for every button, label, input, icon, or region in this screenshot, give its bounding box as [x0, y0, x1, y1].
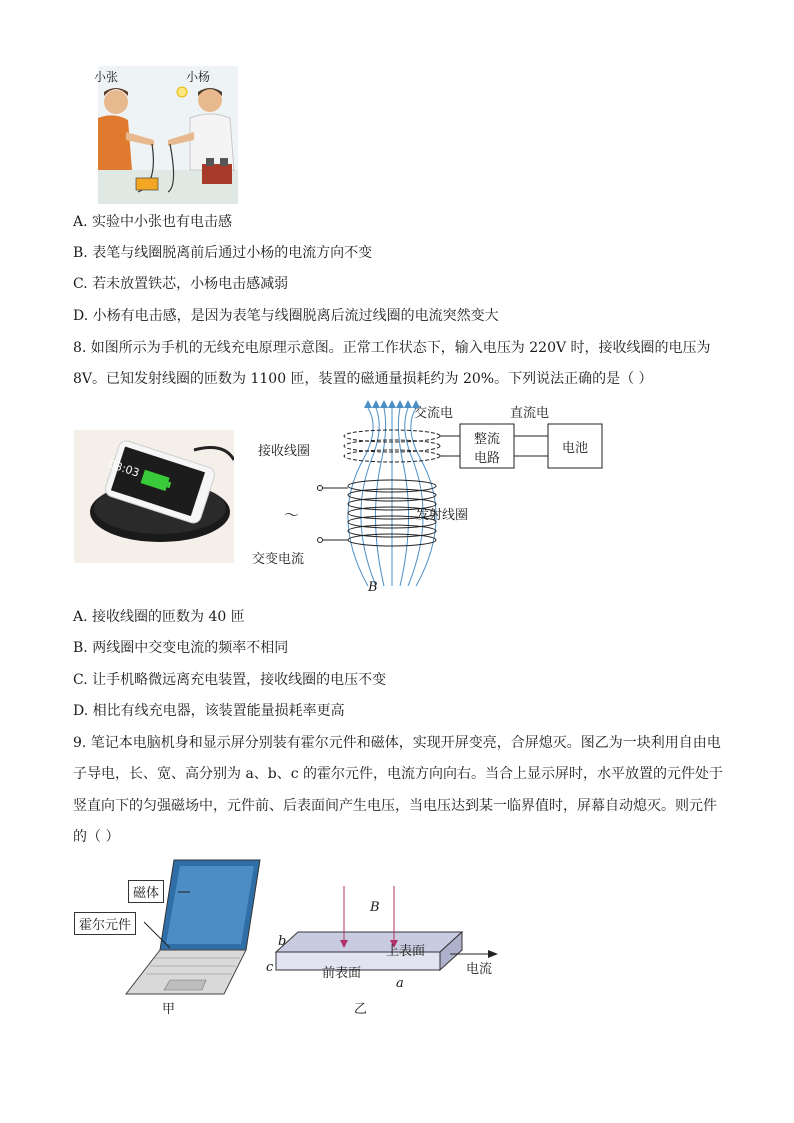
coil-diagram-svg [250, 398, 610, 598]
hall-element-box [74, 912, 136, 935]
label-front-surface: 前表面 [322, 966, 362, 981]
label-dc: 直流电 [510, 406, 550, 421]
phone-time: 03:03 [106, 457, 141, 480]
label-top-surface: 上表面 [386, 944, 426, 959]
q9-hall-figure [262, 882, 512, 1022]
label-transmit-coil: 发射线圈 [416, 508, 469, 523]
q9-stem-line4: 的（ ） [73, 829, 120, 845]
q8-option-a: A. 接收线圈的匝数为 40 匝 [73, 609, 245, 625]
label-dim-a: a [396, 976, 404, 991]
q9-laptop-figure [74, 852, 274, 1022]
label-current: 电流 [466, 962, 493, 977]
label-tilde: ～ [284, 506, 300, 524]
label-yi: 乙 [354, 1002, 368, 1017]
label-rectifier-1: 整流 [474, 432, 501, 447]
label-xiao-yang: 小杨 [186, 70, 211, 84]
q8-option-c: C. 让手机略微远离充电装置，接收线圈的电压不变 [73, 672, 387, 688]
label-dim-b: b [278, 934, 287, 949]
label-magnet: 磁体 [133, 886, 160, 901]
label-receive-coil: 接收线圈 [258, 444, 311, 459]
q8-option-b: B. 两线圈中交变电流的频率不相同 [73, 640, 289, 656]
q9-stem-line2: 子导电，长、宽、高分别为 a、b、c 的霍尔元件，电流方向向右。当合上显示屏时，水平放置的元件处于 [73, 766, 724, 782]
q7-option-d: D. 小杨有电击感，是因为表笔与线圈脱离后流过线圈的电流突然变大 [73, 308, 499, 324]
q8-option-d: D. 相比有线充电器，该装置能量损耗率更高 [73, 703, 345, 719]
q8-stem-line1: 8. 如图所示为手机的无线充电原理示意图。正常工作状态下，输入电压为 220V 时，接收线圈的电压为 [73, 340, 711, 356]
label-hall-element: 霍尔元件 [79, 918, 132, 933]
label-b: B [370, 900, 380, 915]
q9-stem-line1: 9. 笔记本电脑机身和显示屏分别装有霍尔元件和磁体，实现开屏变亮，合屏熄灭。图乙为一块利用自由电 [73, 735, 721, 751]
q8-phone-photo [74, 430, 234, 563]
magnet-box [128, 880, 164, 903]
q9-stem-line3: 竖直向下的匀强磁场中，元件前、后表面间产生电压，当电压达到某一临界值时，屏幕自动熄灭。则元件 [73, 798, 717, 814]
q7-option-c: C. 若未放置铁芯，小杨电击感减弱 [73, 276, 289, 292]
q8-coil-diagram [250, 398, 610, 598]
label-jia: 甲 [162, 1002, 176, 1017]
label-rectifier-2: 电路 [474, 451, 501, 466]
q7-option-b: B. 表笔与线圈脱离前后通过小杨的电流方向不变 [73, 245, 373, 261]
label-dim-c: c [266, 960, 274, 975]
q7-option-a: A. 实验中小张也有电击感 [73, 214, 233, 230]
label-ac: 交流电 [414, 406, 454, 421]
label-xiao-zhang: 小张 [94, 70, 119, 84]
label-b-field: B [368, 580, 378, 595]
q7-illustration [98, 66, 238, 204]
label-alternating-current: 交变电流 [252, 552, 305, 567]
q8-stem-line2: 8V。已知发射线圈的匝数为 1100 匝，装置的磁通量损耗约为 20%。下列说法正确的是（ ） [73, 371, 653, 387]
q7-figure [94, 66, 238, 204]
label-battery: 电池 [562, 441, 589, 456]
